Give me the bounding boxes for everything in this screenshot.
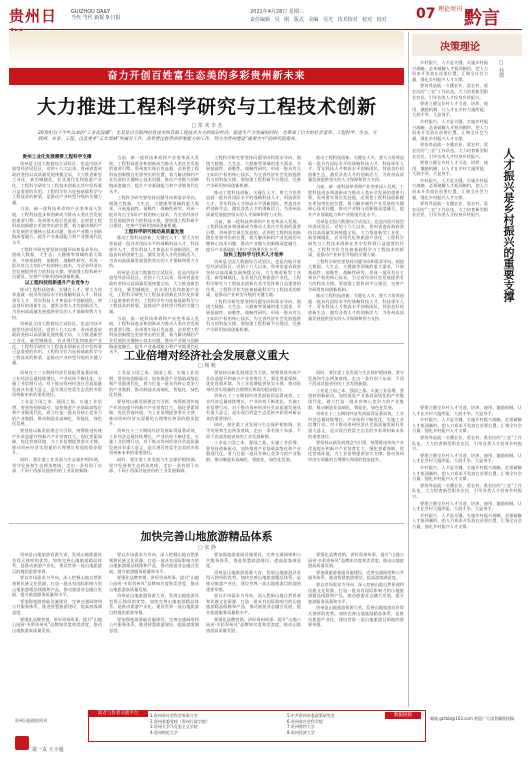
lead-article-byline: □ 郑 欢 李 杰 [191,123,223,129]
paragraph: 推动工程科技创新，关键在人才。要大力培养造就一批具有国际水平的战略科技人才、科技领军人才、青年科技人才和高水平创新团队，营造良好的创新生态，激发各类人才的创新活力，为贵州高质量发展提供坚实的人才保障和智力支持。 [109,235,199,269]
sidebar-article-title: 人才振兴是乡村振兴的重要支撑 [502,148,515,302]
paragraph: 要以市场需求为导向，深入挖掘山地自然景观和民族文化资源，打造一批具有国际影响力的山地旅游精品线路和产品，推动旅游业态融合发展，提升旅游服务质量和水平。 [12,575,102,598]
paragraph: 要强化品牌营销，讲好贵州故事，提升“山地公园省·多彩贵州风”品牌知名度和美誉度，推动山地旅游高质量发展。 [206,616,301,633]
second-column-2 [109,370,199,520]
second-article-title: 工业倍增对经济社会发展意义重大 [124,349,289,362]
list-item: 5.中共贵州省委政策研究室 [287,713,335,718]
paragraph: 要以市场需求为导向，深入挖掘山地自然景观和民族文化资源，打造一批具有国际影响力的山地旅游精品线路和产品，推动旅游业态融合发展，提升旅游服务质量和水平。 [206,593,301,615]
paragraph: 乡村振兴，人才是关键。实施乡村振兴战略，必须破解人才瓶颈制约，把人力资本开发放在首要位置，汇聚全社会力量，强化乡村振兴人才支撑。 [412,464,522,482]
page-brand: 黔言 [464,8,500,29]
paragraph: 要建立健全乡村人才引进、培养、使用、激励机制，让人才在乡村大施所能、大展才华、大显身手。 [412,500,522,512]
newspaper-subline: 当代 当代 新报 9 日报 [71,15,121,21]
paragraph: 同时，要注重工业发展与生态保护相协调，坚守发展和生态两条底线，走出一条有别于东部、不同于西部其他省份的工业发展新路。 [308,370,404,387]
paragraph: 乡村振兴，人才是关键。实施乡村振兴战略，必须破解人才瓶颈制约，把人力资本开发放在首要位置，汇聚全社会力量，强化乡村振兴人才支撑。 [412,512,522,529]
section-subhead: 贵州工业化发展需要工程科学支撑 [22,155,92,160]
paragraph: 要以市场需求为导向，深入挖掘山地自然景观和民族文化资源，打造一批具有国际影响力的山地旅游精品线路和产品，推动旅游业态融合发展，提升旅游服务质量和水平。 [109,552,199,574]
banner-background [9,31,404,68]
second-column-4 [308,370,404,520]
paragraph: 贵州是全国大数据综合试验区，也是内陆开放型经济试验区。党的十九大以来，贵州省委省政府坚持以高质量发展统揽全局，大力推进新型工业化、新型城镇化、农业现代化和旅游产业化，工程科学研究与工程技术创新在其中发挥着日益重要的作用。工程科学作为连接基础科学与工程技术的桥梁，是推动产业转型升级的关键力量。 [206,258,301,298]
third-column-3 [206,552,301,702]
paragraph: 贵州是全国大数据综合试验区，也是内陆开放型经济试验区。党的十九大以来，贵州省委省政府坚持以高质量发展统揽全局，大力推进新型工业化、新型城镇化、农业现代化和旅游产业化，工程科学研究与工程技术创新在其中发挥着日益重要的作用。工程科学作为连接基础科学与工程技术的桥梁，是推动产业转型升级的关键力量。 [109,269,199,315]
paragraph: 要坚持以新发展理念为引领，统筹推进传统产业改造提升和新兴产业培育壮大，强化要素保障，优化营商环境，为工业倍增提供坚实支撑，推动贵州经济实现量的合理增长和质的稳步提升。 [308,440,404,462]
third-article-title: 加快完善山地旅游精品体系 [140,530,273,543]
paragraph: 贵州在十三五期间经济发展取得显著成效，工业经济总量持续增长，产业结构不断优化。实施工业倍增行动，对于推动贵州经济社会高质量发展具有重大意义，是实现百姓富生态美的多彩贵州新未来的重要途径。 [308,411,404,439]
paragraph: 推动工程科技创新，关键在人才。要大力培养造就一批具有国际水平的战略科技人才、科技领军人才、青年科技人才和高水平创新团队，营造良好的创新生态，激发各类人才的创新活力，为贵州高质量发展提供坚实的人才保障和智力支持。 [308,293,404,321]
lead-article-title: 大力推进工程科学研究与工程技术创新 [36,96,377,118]
sidebar-column-1 [412,60,488,400]
editorial-credits: 责任编辑 吴 刚 版式 美编 吴光 技术校对 校对 校对 [250,17,387,23]
paragraph: 工程科学研究要坚持问题导向和需求导向，围绕大数据、大生态、大健康等领域的重大需求，开展基础性、前瞻性、战略性研究，形成一批具有自主知识产权的核心技术，为全省经济社会发展提供有力的科技支撑。要加强工程科研平台建设，完善产学研用协同创新机制。 [12,246,102,280]
paragraph: 工程科学研究要坚持问题导向和需求导向，围绕大数据、大生态、大健康等领域的重大需求，开展基础性、前瞻性、战略性研究，形成一批具有自主知识产权的核心技术，为全省经济社会发展提供有力的科技支撑。要加强工程科研平台建设，完善产学研用协同创新机制。 [206,155,301,188]
paragraph: 要坚持以新发展理念为引领，统筹推进传统产业改造提升和新兴产业培育壮大，强化要素保障，优化营商环境，为工业倍增提供坚实支撑，推动贵州经济实现量的合理增长和质的稳步提升。 [206,370,301,392]
second-column-3 [206,370,301,520]
list-item: 3.贵州大学马克思主义学院 [150,724,198,730]
paragraph: 要加强旅游基础设施建设，完善交通网络和公共服务体系，推进智慧旅游建设，提高游客满意度。 [206,552,301,569]
paragraph: 工业是立国之本、强国之基。实施工业倍增，要坚持创新驱动，加快推进产业基础高级化和产业链现代化，着力打造一批具有核心竞争力的产业集群，推动制造业高端化、智能化、绿色化发展。 [308,387,404,410]
paragraph: 要强化品牌营销，讲好贵州故事，提升“山地公园省·多彩贵州风”品牌知名度和美誉度，推动山地旅游高质量发展。 [109,575,199,592]
paragraph: 要加强旅游基础设施建设，完善交通网络和公共服务体系，推进智慧旅游建设，提高游客满意度。 [308,569,404,581]
paragraph: 推动工程科技创新，关键在人才。要大力培养造就一批具有国际水平的战略科技人才、科技领军人才、青年科技人才和高水平创新团队，营造良好的创新生态，激发各类人才的创新活力，为贵州高质量发展提供坚实的人才保障和智力支持。 [308,155,404,183]
third-column-4 [308,552,404,702]
paragraph: 当前，新一轮科技革命和产业变革深入发展，工程科技进步和创新成为推动人类社会发展的重要引擎。贵州要实现后发赶超，必须把工程科技创新摆在更加突出的位置，着力解决制约产业发展的关键核心技术问题，推动产业链与创新链深度融合，提升产业基础能力和产业链现代化水平。 [206,218,301,252]
footer-brand-right: 邮箱 gzrblz@163.com 欢迎广大读者踊跃投稿 [430,716,515,721]
paragraph: 推动工程科技创新，关键在人才。要大力培养造就一批具有国际水平的战略科技人才、科技领军人才、青年科技人才和高水平创新团队，营造良好的创新生态，激发各类人才的创新活力，为贵州高质量发展提供坚实的人才保障和智力支持。 [12,286,102,320]
paragraph: 当前，新一轮科技革命和产业变革深入发展，工程科技进步和创新成为推动人类社会发展的重要引擎。贵州要实现后发赶超，必须把工程科技创新摆在更加突出的位置，着力解决制约产业发展的关键核心技术问题，推动产业链与创新链深度融合，提升产业基础能力和产业链现代化水平。 [12,206,102,245]
lead-column-3 [206,155,301,340]
paragraph: 贵州是山地旅游资源大省，发展山地旅游具有得天独厚的优势。加快完善山地旅游精品体系，是推动旅游产业化、建设世界一流山地旅游目的地的重要举措。 [109,593,199,615]
paragraph: 要建立健全乡村人才引进、培养、使用、激励机制，让人才在乡村大施所能、大展才华、大显身手。 [412,160,488,177]
paragraph: 工业是立国之本、强国之基。实施工业倍增，要坚持创新驱动，加快推进产业基础高级化和产业链现代化，着力打造一批具有核心竞争力的产业集群，推动制造业高端化、智能化、绿色化发展。 [12,398,102,427]
masthead-divider [9,29,522,30]
lead-column-2 [109,155,199,355]
lead-column-1 [12,155,102,366]
sidebar-tag-label: 决策理论 [440,42,480,53]
paragraph: 推动工程科技创新，关键在人才。要大力培养造就一批具有国际水平的战略科技人才、科技领军人才、青年科技人才和高水平创新团队，营造良好的创新生态，激发各类人才的创新活力，为贵州高质量发展提供坚实的人才保障和智力支持。 [206,189,301,217]
page-number: 07 [416,6,436,22]
third-article-byline: □ 张 静 [198,545,216,551]
newspaper-english-name [71,9,121,21]
footer-header: 读者与作者交流平台 [88,710,148,717]
paragraph: 贵州在十三五期间经济发展取得显著成效，工业经济总量持续增长，产业结构不断优化。实施工业倍增行动，对于推动贵州经济社会高质量发展具有重大意义，是实现百姓富生态美的多彩贵州新未来的重要途径。 [109,427,199,456]
paragraph: 同时，要注重工业发展与生态保护相协调，坚守发展和生态两条底线，走出一条有别于东部、不同于西部其他省份的工业发展新路。 [206,422,301,439]
section-subhead: 加快工程科学与技术人才培养 [223,253,284,259]
paragraph: 要建立健全乡村人才引进、培养、使用、激励机制，让人才在乡村大施所能、大展才华、大显身手。 [412,405,522,416]
paragraph: 要以市场需求为导向，深入挖掘山地自然景观和民族文化资源，打造一批具有国际影响力的山地旅游精品线路和产品，推动旅游业态融合发展，提升旅游服务质量和水平。 [308,581,404,604]
paragraph: 要培养造就一支懂农业、爱农村、爱农民的“三农”工作队伍，大力培育新型职业农民，引导各类人才投身乡村振兴。 [412,482,522,499]
paragraph: 贵州是山地旅游资源大省，发展山地旅游具有得天独厚的优势。加快完善山地旅游精品体系，是推动旅游产业化、建设世界一流山地旅游目的地的重要举措。 [12,552,102,574]
newspaper-logo-mark [15,736,29,750]
paragraph: 工业是立国之本、强国之基。实施工业倍增，要坚持创新驱动，加快推进产业基础高级化和产业链现代化，着力打造一批具有核心竞争力的产业集群，推动制造业高端化、智能化、绿色化发展。 [109,370,199,398]
lead-column-4 [308,155,404,340]
paragraph: 乡村振兴，人才是关键。实施乡村振兴战略，必须破解人才瓶颈制约，把人力资本开发放在首要位置，汇聚全社会力量，强化乡村振兴人才支撑。 [412,118,488,141]
paragraph: 要强化品牌营销，讲好贵州故事，提升“山地公园省·多彩贵州风”品牌知名度和美誉度，推动山地旅游高质量发展。 [12,616,102,633]
paragraph: 当前，新一轮科技革命和产业变革深入发展，工程科技进步和创新成为推动人类社会发展的重要引擎。贵州要实现后发赶超，必须把工程科技创新摆在更加突出的位置，着力解决制约产业发展的关键核心技术问题，推动产业链与创新链深度融合，提升产业基础能力和产业链现代化水平。 [109,315,199,355]
paragraph: 要加强旅游基础设施建设，完善交通网络和公共服务体系，推进智慧旅游建设，提高游客满意度。 [109,616,199,633]
paragraph: 要建立健全乡村人才引进、培养、使用、激励机制，让人才在乡村大施所能、大展才华、大显身手。 [412,101,488,118]
paragraph: 贵州是全国大数据综合试验区，也是内陆开放型经济试验区。党的十九大以来，贵州省委省政府坚持以高质量发展统揽全局，大力推进新型工业化、新型城镇化、农业现代化和旅游产业化，工程科学研究与工程技术创新在其中发挥着日益重要的作用。工程科学作为连接基础科学与工程技术的桥梁，是推动产业转型升级的关键力量。 [12,160,102,205]
second-column-1 [12,370,102,520]
sidebar-column-2 [412,405,522,705]
second-article-byline: □ 杨 帆 [198,363,216,369]
paragraph: 贵州是全国大数据综合试验区，也是内陆开放型经济试验区。党的十九大以来，贵州省委省政府坚持以高质量发展统揽全局，大力推进新型工业化、新型城镇化、农业现代化和旅游产业化，工程科学研究与工程技术创新在其中发挥着日益重要的作用。工程科学作为连接基础科学与工程技术的桥梁，是推动产业转型升级的关键力量。 [308,218,404,258]
paragraph: 贵州在十三五期间经济发展取得显著成效，工业经济总量持续增长，产业结构不断优化。实施工业倍增行动，对于推动贵州经济社会高质量发展具有重大意义，是实现百姓富生态美的多彩贵州新未来的重要途径。 [12,370,102,398]
paragraph: 要强化品牌营销，讲好贵州故事，提升“山地公园省·多彩贵州风”品牌知名度和美誉度，推动山地旅游高质量发展。 [308,552,404,569]
paragraph: 同时，要注重工业发展与生态保护相协调，坚守发展和生态两条底线，走出一条有别于东部、不同于西部其他省份的工业发展新路。 [12,456,102,474]
paragraph: 同时，要注重工业发展与生态保护相协调，坚守发展和生态两条底线，走出一条有别于东部、不同于西部其他省份的工业发展新路。 [109,456,199,474]
third-column-1 [12,552,102,702]
paragraph: 工程科学研究要坚持问题导向和需求导向，围绕大数据、大生态、大健康等领域的重大需求，开展基础性、前瞻性、战略性研究，形成一批具有自主知识产权的核心技术，为全省经济社会发展提供有力的科技支撑。要加强工程科研平台建设，完善产学研用协同创新机制。 [308,258,404,292]
paragraph: 要培养造就一支懂农业、爱农村、爱农民的“三农”工作队伍，大力培育新型职业农民，引导各类人才投身乡村振兴。 [412,434,522,452]
paragraph: 贵州在十三五期间经济发展取得显著成效，工业经济总量持续增长，产业结构不断优化。实施工业倍增行动，对于推动贵州经济社会高质量发展具有重大意义，是实现百姓富生态美的多彩贵州新未来的重要途径。 [206,393,301,421]
sidebar-tag [412,34,522,56]
sidebar-author: □ 孙德 [498,60,504,78]
paragraph: 贵州是全国大数据综合试验区，也是内陆开放型经济试验区。党的十九大以来，贵州省委省政府坚持以高质量发展统揽全局，大力推进新型工业化、新型城镇化、农业现代化和旅游产业化，工程科学研究与工程技术创新在其中发挥着日益重要的作用。工程科学作为连接基础科学与工程技术的桥梁，是推动产业转型升级的关键力量。 [12,321,102,366]
paragraph: 工程科学研究要坚持问题导向和需求导向，围绕大数据、大生态、大健康等领域的重大需求，开展基础性、前瞻性、战略性研究，形成一批具有自主知识产权的核心技术，为全省经济社会发展提供有力的科技支撑。要加强工程科研平台建设，完善产学研用协同创新机制。 [109,195,199,229]
paragraph: 要培养造就一支懂农业、爱农村、爱农民的“三农”工作队伍，大力培育新型职业农民，引导各类人才投身乡村振兴。 [412,142,488,159]
footer-list [150,713,420,735]
article-divider [9,523,404,524]
paragraph: 工程科学研究要坚持问题导向和需求导向，围绕大数据、大生态、大健康等领域的重大需求，开展基础性、前瞻性、战略性研究，形成一批具有自主知识产权的核心技术，为全省经济社会发展提供有力的科技支撑。要加强工程科研平台建设，完善产学研用协同创新机制。 [206,298,301,332]
list-item: 8.贵州民族大学 [287,729,315,735]
paragraph: 要坚持以新发展理念为引领，统筹推进传统产业改造提升和新兴产业培育壮大，强化要素保障，优化营商环境，为工业倍增提供坚实支撑，推动贵州经济实现量的合理增长和质的稳步提升。 [109,398,199,427]
section-subhead: 工程科学研究推动高质量发展 [124,229,184,235]
page-footer: 第一页 大卡通 [32,747,64,753]
paragraph: 工业是立国之本、强国之基。实施工业倍增，要坚持创新驱动，加快推进产业基础高级化和产业链现代化，着力打造一批具有核心竞争力的产业集群，推动制造业高端化、智能化、绿色化发展。 [206,440,301,462]
paragraph: 贵州是山地旅游资源大省，发展山地旅游具有得天独厚的优势。加快完善山地旅游精品体系，是推动旅游产业化、建设世界一流山地旅游目的地的重要举措。 [206,569,301,592]
english-name: GUIZHOU DAILY [71,9,111,15]
paragraph: 要建立健全乡村人才引进、培养、使用、激励机制，让人才在乡村大施所能、大展才华、大显身手。 [412,452,522,464]
banner-title: 奋力开创百姓富生态美的多彩贵州新未来 [9,68,404,85]
lead-article-abstract: 20世纪以下半叶以来的“工业化浪潮”，尤其是以互联网信息技术和其他工程技术为主的知识经济，促进生产力发展的同时，也带来了巨大的社会变革。工程科学、生态、互联网、农业、工程、以及更多“五大领域”发展对工作，改革贯注新贵州形象能力的工作，努力为贵州建设“重要大中”的研究院服务。 [38,131,377,142]
list-item: 6.贵州省社会科学院 [287,718,323,724]
paragraph: 要培养造就一支懂农业、爱农村、爱农民的“三农”工作队伍，大力培育新型职业农民，引导各类人才投身乡村振兴。 [412,83,488,100]
paragraph: 贵州是山地旅游资源大省，发展山地旅游具有得天独厚的优势。加快完善山地旅游精品体系，是推动旅游产业化、建设世界一流山地旅游目的地的重要举措。 [308,605,404,628]
paragraph: 要加强旅游基础设施建设，完善交通网络和公共服务体系，推进智慧旅游建设，提高游客满意度。 [12,598,102,615]
sidebar-divider [408,32,409,707]
paragraph: 要坚持以新发展理念为引领，统筹推进传统产业改造提升和新兴产业培育壮大，强化要素保障，优化营商环境，为工业倍增提供坚实支撑，推动贵州经济实现量的合理增长和质的稳步提升。 [12,427,102,456]
issue-date: 2021年4月28日 星期三 [250,9,304,15]
footer-tag: 数据链接 [385,712,421,719]
list-item: 7.贵州财经大学 [287,724,315,730]
paragraph: 乡村振兴，人才是关键。实施乡村振兴战略，必须破解人才瓶颈制约，把人力资本开发放在首要位置，汇聚全社会力量，强化乡村振兴人才支撑。 [412,60,488,82]
page-section-label: 理论周刊 [438,6,463,13]
paragraph: 要培养造就一支懂农业、爱农村、爱农民的“三农”工作队伍，大力培育新型职业农民，引导各类人才投身乡村振兴。 [412,201,488,218]
list-item: 1.贵州省社会科学界联合会 [150,713,198,718]
paragraph: 乡村振兴，人才是关键。实施乡村振兴战略，必须破解人才瓶颈制约，把人力资本开发放在首要位置，汇聚全社会力量，强化乡村振兴人才支撑。 [412,417,522,434]
third-column-2 [109,552,199,702]
footer-brand-left: 贵州日报理论周刊 [15,718,47,723]
list-item: 2.贵州省委党校（贵州行政学院） [150,718,210,724]
newspaper-logo: 贵州日 [9,7,58,25]
section-subhead: 以工程科技创新提升产业竞争力 [24,281,90,287]
paragraph: 当前，新一轮科技革命和产业变革深入发展，工程科技进步和创新成为推动人类社会发展的重要引擎。贵州要实现后发赶超，必须把工程科技创新摆在更加突出的位置，着力解决制约产业发展的关键核心技术问题，推动产业链与创新链深度融合，提升产业基础能力和产业链现代化水平。 [308,183,404,217]
paragraph: 乡村振兴，人才是关键。实施乡村振兴战略，必须破解人才瓶颈制约，把人力资本开发放在首要位置，汇聚全社会力量，强化乡村振兴人才支撑。 [412,177,488,200]
paragraph: 当前，新一轮科技革命和产业变革深入发展，工程科技进步和创新成为推动人类社会发展的重要引擎。贵州要实现后发赶超，必须把工程科技创新摆在更加突出的位置，着力解决制约产业发展的关键核心技术问题，推动产业链与创新链深度融合，提升产业基础能力和产业链现代化水平。 [109,155,199,194]
list-item: 4.贵州师范大学 [150,729,178,735]
article-divider [9,343,404,344]
